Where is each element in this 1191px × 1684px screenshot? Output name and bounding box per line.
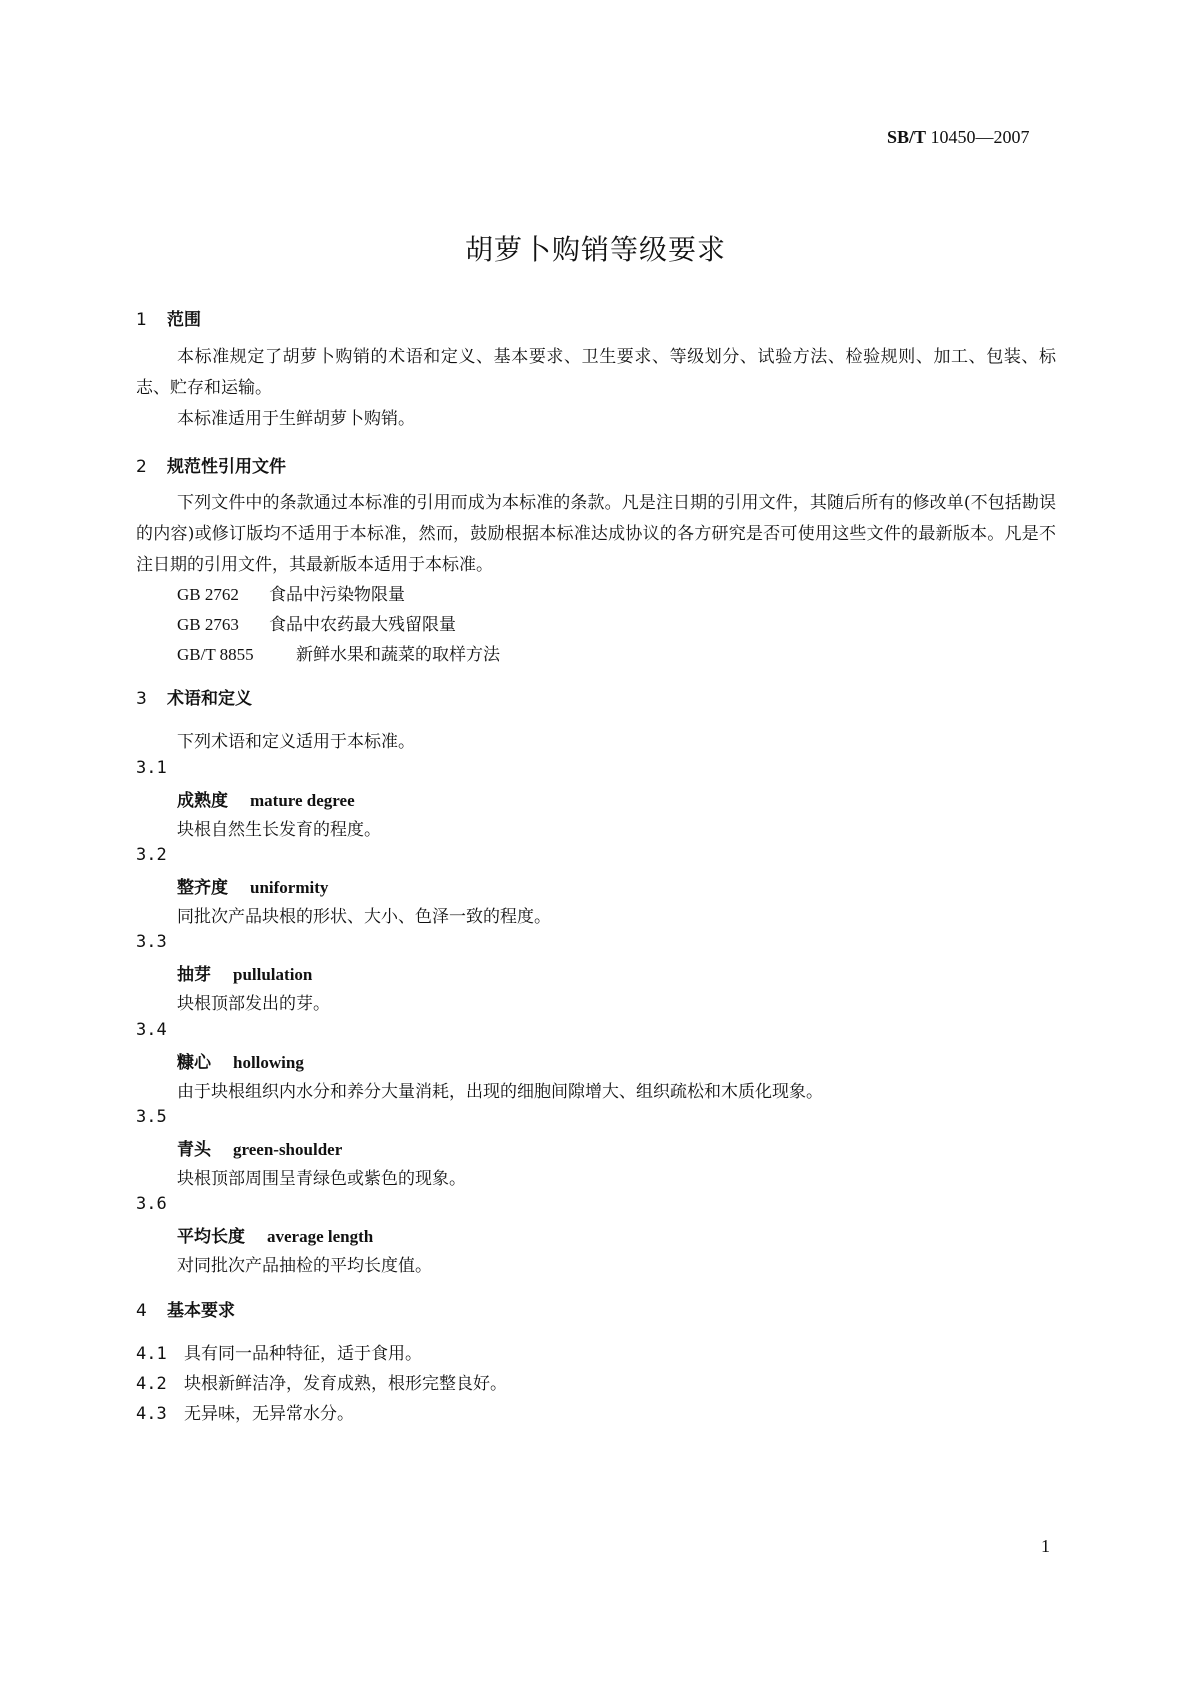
section-number: 1	[136, 310, 147, 330]
paragraph: 本标准规定了胡萝卜购销的术语和定义、基本要求、卫生要求、等级划分、试验方法、检验规则、加工、包装、标志、贮存和运输。	[136, 347, 1056, 398]
standard-number: 10450—2007	[930, 127, 1030, 147]
section-heading-normative-references	[136, 452, 286, 477]
requirement-text: 无异味，无异常水分。	[184, 1404, 354, 1424]
terms-intro: 下列术语和定义适用于本标准。	[177, 732, 415, 752]
term-entry	[177, 1222, 373, 1247]
section-title: 基本要求	[167, 1301, 235, 1321]
term-en: uniformity	[250, 878, 329, 897]
section-heading-basic-requirements	[136, 1296, 235, 1321]
term-definition: 由于块根组织内水分和养分大量消耗，出现的细胞间隙增大、组织疏松和木质化现象。	[177, 1082, 823, 1102]
term-entry	[177, 960, 312, 985]
requirement-text: 具有同一品种特征，适于食用。	[184, 1344, 422, 1364]
term-definition: 对同批次产品抽检的平均长度值。	[177, 1256, 432, 1276]
requirement-item	[136, 1339, 422, 1364]
term-zh: 抽芽	[177, 965, 211, 985]
term-zh: 整齐度	[177, 878, 228, 898]
clause-number: 3.6	[136, 1194, 167, 1214]
requirement-number: 4.1	[136, 1344, 167, 1364]
clause-number: 3.2	[136, 845, 167, 865]
requirement-item	[136, 1399, 354, 1424]
term-entry	[177, 873, 328, 898]
section-heading-scope	[136, 305, 201, 330]
reference-item	[177, 610, 456, 635]
term-entry	[177, 786, 355, 811]
term-en: mature degree	[250, 791, 355, 810]
document-title: 胡萝卜购销等级要求	[464, 233, 726, 266]
section-number: 2	[136, 457, 147, 477]
references-intro	[136, 488, 1056, 581]
term-zh: 青头	[177, 1140, 211, 1160]
requirement-text: 块根新鲜洁净，发育成熟，根形完整良好。	[184, 1374, 507, 1394]
term-en: hollowing	[233, 1053, 304, 1072]
term-definition: 块根顶部发出的芽。	[177, 994, 330, 1014]
term-entry	[177, 1048, 304, 1073]
section-number: 4	[136, 1301, 147, 1321]
term-zh: 平均长度	[177, 1227, 245, 1247]
section-number: 3	[136, 689, 147, 709]
reference-code: GB 2763	[177, 615, 239, 634]
paragraph: 本标准适用于生鲜胡萝卜购销。	[177, 409, 415, 429]
requirement-number: 4.2	[136, 1374, 167, 1394]
reference-code: GB/T 8855	[177, 645, 254, 664]
standard-prefix: SB/T	[887, 127, 927, 147]
section-title: 术语和定义	[167, 689, 252, 709]
reference-title: 新鲜水果和蔬菜的取样方法	[296, 645, 500, 665]
requirement-item	[136, 1369, 507, 1394]
paragraph: 下列文件中的条款通过本标准的引用而成为本标准的条款。凡是注日期的引用文件，其随后所有的修改单(不包括勘误的内容)或修订版均不适用于本标准，然而，鼓励根据本标准达成协议的各方研究是否可使用这些文件的最新版本。凡是不注日期的引用文件，其最新版本适用于本标准。	[136, 493, 1056, 575]
requirement-number: 4.3	[136, 1404, 167, 1424]
section-title: 规范性引用文件	[167, 457, 286, 477]
term-zh: 糠心	[177, 1053, 211, 1073]
term-en: pullulation	[233, 965, 313, 984]
reference-title: 食品中污染物限量	[269, 585, 405, 605]
term-definition: 块根自然生长发育的程度。	[177, 820, 381, 840]
term-definition: 同批次产品块根的形状、大小、色泽一致的程度。	[177, 907, 551, 927]
page-number: 1	[1041, 1536, 1050, 1556]
clause-number: 3.5	[136, 1107, 167, 1127]
term-zh: 成熟度	[177, 791, 228, 811]
scope-paragraphs	[136, 342, 1056, 435]
term-en: average length	[267, 1227, 374, 1246]
term-en: green-shoulder	[233, 1140, 343, 1159]
reference-code: GB 2762	[177, 585, 239, 604]
reference-item	[177, 580, 405, 605]
standard-code	[887, 127, 1030, 148]
term-definition: 块根顶部周围呈青绿色或紫色的现象。	[177, 1169, 466, 1189]
clause-number: 3.1	[136, 758, 167, 778]
section-heading-terms	[136, 684, 252, 709]
clause-number: 3.3	[136, 932, 167, 952]
term-entry	[177, 1135, 342, 1160]
section-title: 范围	[167, 310, 201, 330]
reference-title: 食品中农药最大残留限量	[269, 615, 456, 635]
reference-item	[177, 640, 500, 665]
clause-number: 3.4	[136, 1020, 167, 1040]
